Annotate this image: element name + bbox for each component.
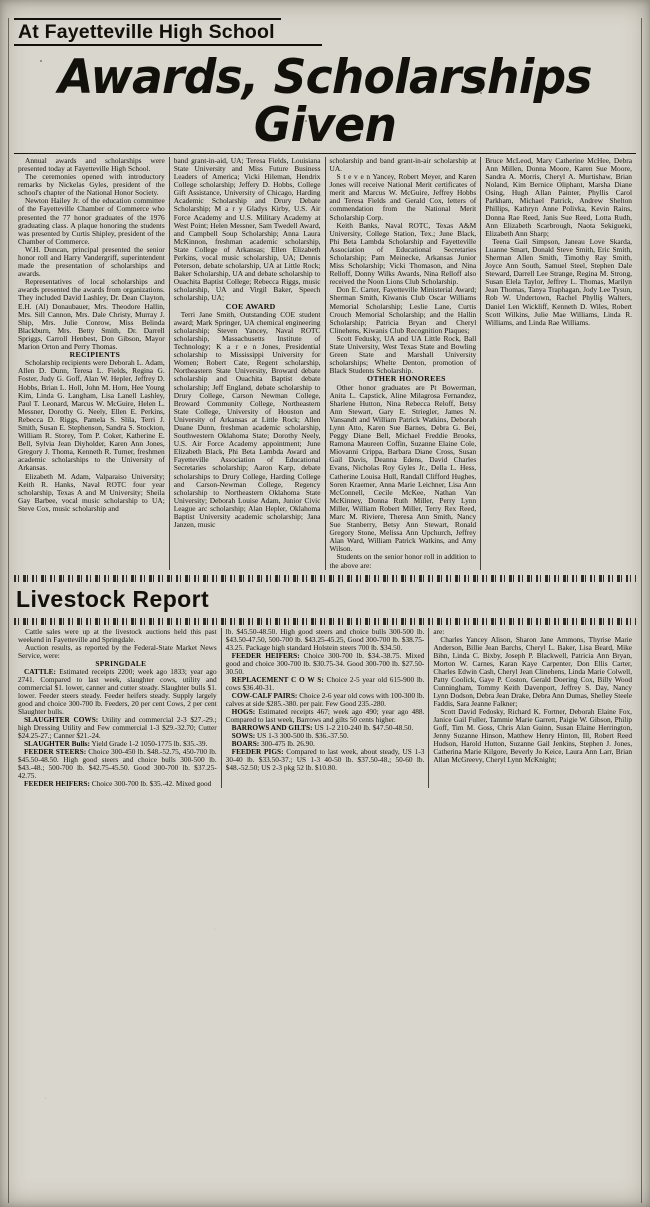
paragraph: band grant-in-aid, UA; Teresa Fields, Louisiana State University and Miss Future Business Leaders of America; Vicki Hileman, Hendrix College scholarship; Jeffery D. Hobbs, College Gift Assistance, University of Chicago, Harding Academic Scholarship and Drury Debate Scholarship; M a r y Gladys Kirby, U.S. Air Force Academy and U.S. Military Academy at West Point; Helen Messner, Sam Twedell Award, and Campbell Soup Scholarship; Anna Laura McKinnon, freshman academic scholarship, State College of Arkansas; Ellen Elizabeth Perkins, vocal music scholarship, UA; Dennis Peterson, debate scholarship, UA at Little Rock; Baker Scholarship, UA and debate scholarship to Ouachita Baptist College; Rebecca Riggs, music scholarship, UA and Virgil Baker, Speech scholarship, UA; bbox=[173, 155, 321, 303]
livestock-entry bbox=[226, 748, 425, 772]
paragraph: Elizabeth M. Adam, Valparaiso University; Keith R. Hanks, Naval ROTC four year scholarship, Texas A and M University; Sheila Gay Barbee, vocal music scholarship to UA; Steve Cox, music scholarship and bbox=[18, 471, 165, 513]
livestock-entry-label: FEEDER HEIFERS: bbox=[24, 778, 90, 788]
livestock-entry bbox=[18, 716, 217, 740]
article-column-4 bbox=[480, 157, 636, 570]
headline-rule bbox=[14, 153, 636, 154]
paragraph: The ceremonies opened with introductory remarks by Nickelas Gyles, president of the school's chapter of the National Honor Society. bbox=[18, 172, 165, 198]
livestock-entry bbox=[18, 748, 217, 780]
livestock-entry-text: Choice 2-6 year old cows with 100-300 lb. calves at side $285.-380. per pair. Few Good 235.-280. bbox=[225, 690, 425, 708]
livestock-entry-label: SOWS: bbox=[231, 730, 256, 740]
paragraph: Teena Gail Simpson, Janeau Love Skarda, Luanne Smart, Donald Steve Smith, Eric Smith, Sherman Allen Smith, Timothy Ray Smith, Joyce Ann South, Samuel Steel, Stephen Dale Steward, Darrell Lee Strange, Regina M. Strong, Susan Elela Taylor, Jeffrey L. Thomas, Marilyn Jean Thomas, Tanya Traphagan, Jody Lee Tysun, Rob W. Undertown, Rachel Phyllis Walters, Daniel Len Wickliff, Kenneth D. Wiles, Robert Scott Wilkins, Julie Mae Williams, Linda R. Williams, and Linda Rae Williams. bbox=[485, 236, 632, 327]
honor-roll-column bbox=[428, 628, 636, 788]
livestock-entry bbox=[226, 676, 425, 692]
livestock-column-1 bbox=[14, 628, 221, 788]
article-column-2 bbox=[169, 157, 325, 570]
livestock-entry-label: FEEDER PIGS: bbox=[231, 746, 284, 756]
paragraph: Cattle sales were up at the livestock auctions held this past weekend in Fayetteville and Springdale. bbox=[18, 626, 217, 644]
livestock-entry-text: US 1-3 300-500 lb. $36.-37.50. bbox=[257, 730, 349, 740]
paragraph: scholarship and band grant-in-air scholarship at UA. bbox=[329, 155, 477, 173]
livestock-entry-label: BOARS: bbox=[231, 738, 260, 748]
section-subhead-coe-award: COE AWARD bbox=[225, 301, 276, 311]
ornament-band-top bbox=[14, 575, 636, 582]
article-column-3 bbox=[325, 157, 481, 570]
livestock-entry-text: Yield Grade 1-2 1050-1775 lb. $35.-39. bbox=[91, 738, 208, 748]
page-left-edge-rule bbox=[8, 18, 9, 1203]
livestock-entry-label: HOGS: bbox=[231, 706, 256, 716]
livestock-entry-text: Choice 300-700 lb. $35.-42. Mixed good bbox=[91, 778, 212, 788]
livestock-column-2 bbox=[221, 628, 429, 788]
ornament-band-bottom bbox=[14, 618, 636, 625]
livestock-entry-label: FEEDER HEIFERS: bbox=[231, 650, 300, 660]
livestock-entry-label: COW-CALF PAIRS: bbox=[231, 690, 298, 700]
livestock-entry-text: Choice 2-5 year old 615-900 lb. cows $36.40-31. bbox=[225, 674, 425, 692]
livestock-entry-label: BARROWS AND GILTS: bbox=[231, 722, 313, 732]
livestock-entry-text: US 1-2 210-240 lb. $47.50-48.50. bbox=[314, 722, 414, 732]
honor-roll-names: Charles Yancey Alison, Sharon Jane Ammons, Thyrise Marie Anderson, Billie Jean Barchs, Cheryl L. Baker, Lisa Beard, Mike Bihn, Linda C. Bixby, Joseph P. Blackwell, Patricia Ann Bryan, Morton W. Carnes, Karan Kaye Carpenter, Don Ellis Carter, Charles Edwin Cash, Cheryl Jean Clinehens, Linda Marie Colwell, Patty Coolick, Gaye P. Coston, Gerald Doering Cox, Billy Wood Cunningham, Tommy Keith Davenport, Jeffrey S. Day, Nancy Lynn Dodson, Debra Jean Drake, Debra Ann Dumas, Shelley Steele Faddis, Sara Jeanne Falkner; bbox=[433, 634, 633, 708]
article-columns bbox=[14, 157, 636, 570]
livestock-entry bbox=[226, 708, 425, 724]
livestock-entry-text: Choice 300-700 lb. $34.-38.75. Mixed good and choice 300-700 lb. $30.75-34. Good 300-700 lb. $27.50-30.50. bbox=[225, 650, 425, 676]
livestock-entry-label: FEEDER STEERS: bbox=[24, 746, 87, 756]
livestock-entry bbox=[226, 652, 425, 676]
livestock-entry bbox=[226, 628, 425, 652]
livestock-entry-text: lb. $45.50-48.50. High good steers and choice bulls 300-500 lb. $43.50-47.50, 500-700 lb. $43.25-45.25, Good 300-700 lb. $38.75-43.25. Package high standard Holstein steers 700 lb. $34.50. bbox=[225, 626, 425, 652]
livestock-entry-label: SLAUGHTER COWS: bbox=[24, 714, 99, 724]
honor-roll-intro: are: bbox=[433, 626, 445, 636]
section-subhead-recipients: RECIPIENTS bbox=[69, 350, 121, 360]
livestock-entry-text: Utility and commercial 2-3 $27.-29.; high Dressing Utility and Few commercial 1-3 $29.-32.70; Cutter $24.25-27.; Canner $21.-24. bbox=[18, 714, 217, 740]
paragraph: Don E. Carter, Fayetteville Ministerial Award; Sherman Smith, Kiwanis Club Oscar Williams Memorial Scholarship; Leslie Lane, Curtis Crouch Memorial Scholarship; and the Hallin Scholarship; Patricia Bryan and Cheryl Clinehens, Kiwanis Club Recognition Plaques; bbox=[329, 285, 477, 335]
paragraph: Auction results, as reported by the Federal-State Market News Service, were: bbox=[18, 642, 217, 660]
livestock-entry-text: Compared to last week, about steady, US 1-3 30-40 lb. $33.50-37.; US 1-3 40-50 lb. $37.50-48.; 50-60 lb. $48.-52.50; US 2-3 pkg 52 lb. $10.80. bbox=[225, 746, 425, 772]
kicker-text: At Fayetteville High School bbox=[14, 18, 281, 45]
livestock-entry bbox=[18, 668, 217, 716]
paragraph: W.H. Duncan, principal presented the senior honor roll and Harry Vandergriff, superintendent made the presentation of scholarships and awards. bbox=[18, 244, 165, 279]
honor-roll-names: Scott David Fedosky, Richard K. Fortner, Deborah Elaine Fox, Janice Gail Fuller, Tammie Marie Garrett, Paigie W. Gibson, Philip Goff, Tim M. Goss, Chris Alan Guinn, Susan Elaine Herrington, Jenny Suzanne Hinson, Matthew Henry Hinton, Ill, Robert Reed Hudson, Harold Hutton, Suzanne Gail Jenkins, Stephen J. Jones, Catherina Marie Kilgore, Beverly Jo Keice, Laura Ann Larr, Brian Allan McGreevy, Cheryl Lynn McKnight; bbox=[433, 706, 633, 764]
livestock-entry-text: Estimated receipts 2200; week ago 1833; year ago 2741. Compared to last week, slaughter cows, utility and commercial $1. lower, canner and cutter steady. Slaughter bulls $1. lower. Feeder steers steady. Feeder heifers steady. Supply largely good and choice 300-700 lb. Feeders, 20 per cent Cows, 2 per cent Slaughter bulls. bbox=[18, 666, 217, 716]
paragraph: Keith Banks, Naval ROTC, Texas A&M University, College Station, Tex.; June Black, Phi Beta Lambda Scholarship and Fayetteville Association of Educational Secretaries Scholarship; Pam Meinecke, Arkansas Junior Miss Scholarship; Vicki Thomason, and Nina Relloff, Donny Wilks Awards, Nina Relloff also received the Noon Lions Club Scholarship. bbox=[329, 220, 477, 287]
paragraph: Other honor graduates are Pt Bowerman, Anita L. Capstick, Aline Milagrosa Fernandez, Sharlene Hutton, Nina Rebecca Reloff, Betsy Ann Stewart, Gary E. Striegler, James N. Vansandt and William Patrick Watkins, Deborah Lynn Atto, Karen Sue Barnes, Debra G. Bei, Peggy Diane Bell, Michael Freddie Brooks, Ramona Maureen Coffin, Suzanne Elaine Cole, Miovanni Crippa, Barbara Diane Cross, Susan Gail Davis, Deanna Edens, David Charles Evans, Nicholas Roy Gyles Jr., Della L. Hess, Catherine Louisa Hull, Randall Clifford Hughes, Soren Kraemer, Anna Marie Leichner, Lisa Ann McConnell, Cecile McKee, Nathan Van McKinney, Donna Ruth Miller, Perry Lynn Miller, William Robert Miller, Terry Rex Reed, Marc M. Riviere, Theresa Ann Smith, Nancy Sue Stanberry, Betsy Ann Stewart, Ronald Gregory Stone, Melissa Ann Upchurch, Jeffrey Alan Ward, William Patrick Watkins, and Amy Wilson. bbox=[329, 382, 477, 554]
livestock-entry bbox=[18, 780, 217, 788]
paragraph: Terri Jane Smith, Outstanding COE student award; Mark Springer, UA chemical engineering scholarship; Steven Yancey, Naval ROTC scholarship, Massachusetts Institute of Technology; K a r e n Jones, Presidential scholarship to Mississippi University for Women; Robert Cate, Regent scholarship, Northeastern State University, Broward debate scholarship and Ouachita Baptist debate scholarship; Jeff England, debate scholarship to Drury College, Carson Newman College, Broward Community College, Northeastern State College, University of Houston and University of Arkansas at Little Rock; Allen Duane Dunn, freshman academic scholarship, Southwestern Oklahoma State; Dorothy Neely, U.S. Air Force Academy appointment; June Elizabeth Black, Phi Beta Lambda Award and Fayetteville Association of Educational Secretaries scholarship; Aaron Karp, debate scholarships to Drury College, Harding College and Carson-Newman College, Regency scholarship to Northeastern Oklahoma State University; Deborah Louise Adam, Junior Civic League arc scholarship; Alan Hepler, Oklahoma Baptist University academic scholarship; Jana Janzen, music bbox=[173, 309, 321, 530]
livestock-entry-label: SLAUGHTER Bulls: bbox=[24, 738, 90, 748]
livestock-market-head-springdale: SPRINGDALE bbox=[95, 658, 147, 668]
page-right-edge-rule bbox=[641, 18, 642, 1203]
livestock-entry-text: Choice 300-450 lb. $48.-52.75, 450-700 lb. $45.50-48.50. High good steers and choice bulls 300-500 lb. $43.-48.; 500-700 lb. $42.75-45.50. Good 300-700 lb. $37.25-42.75. bbox=[18, 746, 217, 780]
livestock-entry bbox=[226, 692, 425, 708]
livestock-entry-text: Estimated receipts 467; week ago 490; year ago 488. Compared to last week, Barrows and gilts 50 cents higher. bbox=[225, 706, 425, 724]
paragraph: Annual awards and scholarships were presented today at Fayetteville High School. bbox=[18, 155, 165, 173]
paragraph: Representatives of local scholarships and awards presented the awards from organizations. They included David Lashley, Dr. Dean Clayton, E.H. (Al) Donaubauer, Mrs. Theodore Hallin, Mrs. Sill Cannon, Mrs. Dale Christy, Murray J. Ship, Mrs. Julie Conrow, Miss Belinda Blackburn, Mrs. Betty Smith, Dr. Darrell Spriggs, Carroll Henbest, Don Gibson, Mayor Marion Orton and Perry Thomas. bbox=[18, 277, 165, 352]
livestock-entry-label: REPLACEMENT C O W S: bbox=[231, 674, 324, 684]
paragraph: Bruce McLeod, Mary Catherine McHee, Debra Ann Millen, Donna Moore, Karen Sue Moore, Sandra A. Morris, Cheryl A. Murtishaw, Brian Noland, Kim Bernice Oliphant, Marsha Diane Osing, Hugh Allan Painter, Phyllis Carol Parkham, Michael Patrick, Andrew Shelton Phillips, Kathryn Anne Polivka, Kevin Rains, Donna Rae Reed, Janis Sue Reed, Lotta Rudh, Ann Elizabeth Scarbrough, Naota Sekigueki, Elizabeth Ann Sharp; bbox=[485, 155, 632, 238]
livestock-report-title: Livestock Report bbox=[16, 585, 210, 612]
section-subhead-other-honorees: OTHER HONOREES bbox=[367, 374, 446, 384]
paragraph: Newton Hailey Jr. of the education committee of the Fayetteville Chamber of Commerce who presented the 77 honor graduates of the 1976 graduating class. A plaque honoring the students was presented by Curtis Shipley, president of the Chamber of Commerce. bbox=[18, 196, 165, 246]
paragraph: Students on the senior honor roll in addition to the above are: bbox=[329, 552, 477, 570]
page-title: Awards, Scholarships Given bbox=[58, 50, 592, 153]
paragraph: Scholarship recipients were Deborah L. Adam, Allen D. Dunn, Teresa L. Fields, Regina G. Foster, Judy G. Goff, Alan W. Hepler, Jeffrey D. Hobbs, Brian L. Holl, John M. Horn, Hee Young Kim, Linda G. Langham, Lisa Lanell Lashley, Paul T. Leonard, Marcus W. McGuire, Helen L. Messner, Dorothy G. Neely, Ellen E. Perkins, Rebecca D. Riggs, Pamela S. Slila, Terri J. Smith, Susan E. Stephenson, Sandra S. Stockton, William R. Storey, Tom P. Coker, Katherine E. Bell, Sylvia Jean Diyholder, Karen Ann Jones, Gregory J. Thoma, Kenneth R. Turner, freshmen academic scholarships to the University of Arkansas. bbox=[18, 358, 165, 473]
paragraph: Scott Fedusky, UA and UA Little Rock, Ball State University, West Texas State and Bowling Green State and Marshall University scholarships; Whelte Denton, promotion of Black Students Scholarship. bbox=[329, 333, 477, 376]
livestock-columns bbox=[14, 628, 636, 788]
article-column-1 bbox=[14, 157, 169, 570]
livestock-entry-text: 300-475 lb. 26.90. bbox=[261, 738, 315, 748]
paragraph: S t e v e n Yancey, Robert Meyer, and Karen Jones will receive National Merit certificates of merit and Marcus W. McGuire, Jeffrey Hobbs and Teresa Fields and Gerald Cox, letters of commendation from the National Merit Scholarship Corp. bbox=[329, 172, 477, 222]
article-frame bbox=[14, 18, 636, 1205]
livestock-entry-label: CATTLE: bbox=[24, 666, 56, 676]
kicker-block bbox=[14, 18, 636, 46]
